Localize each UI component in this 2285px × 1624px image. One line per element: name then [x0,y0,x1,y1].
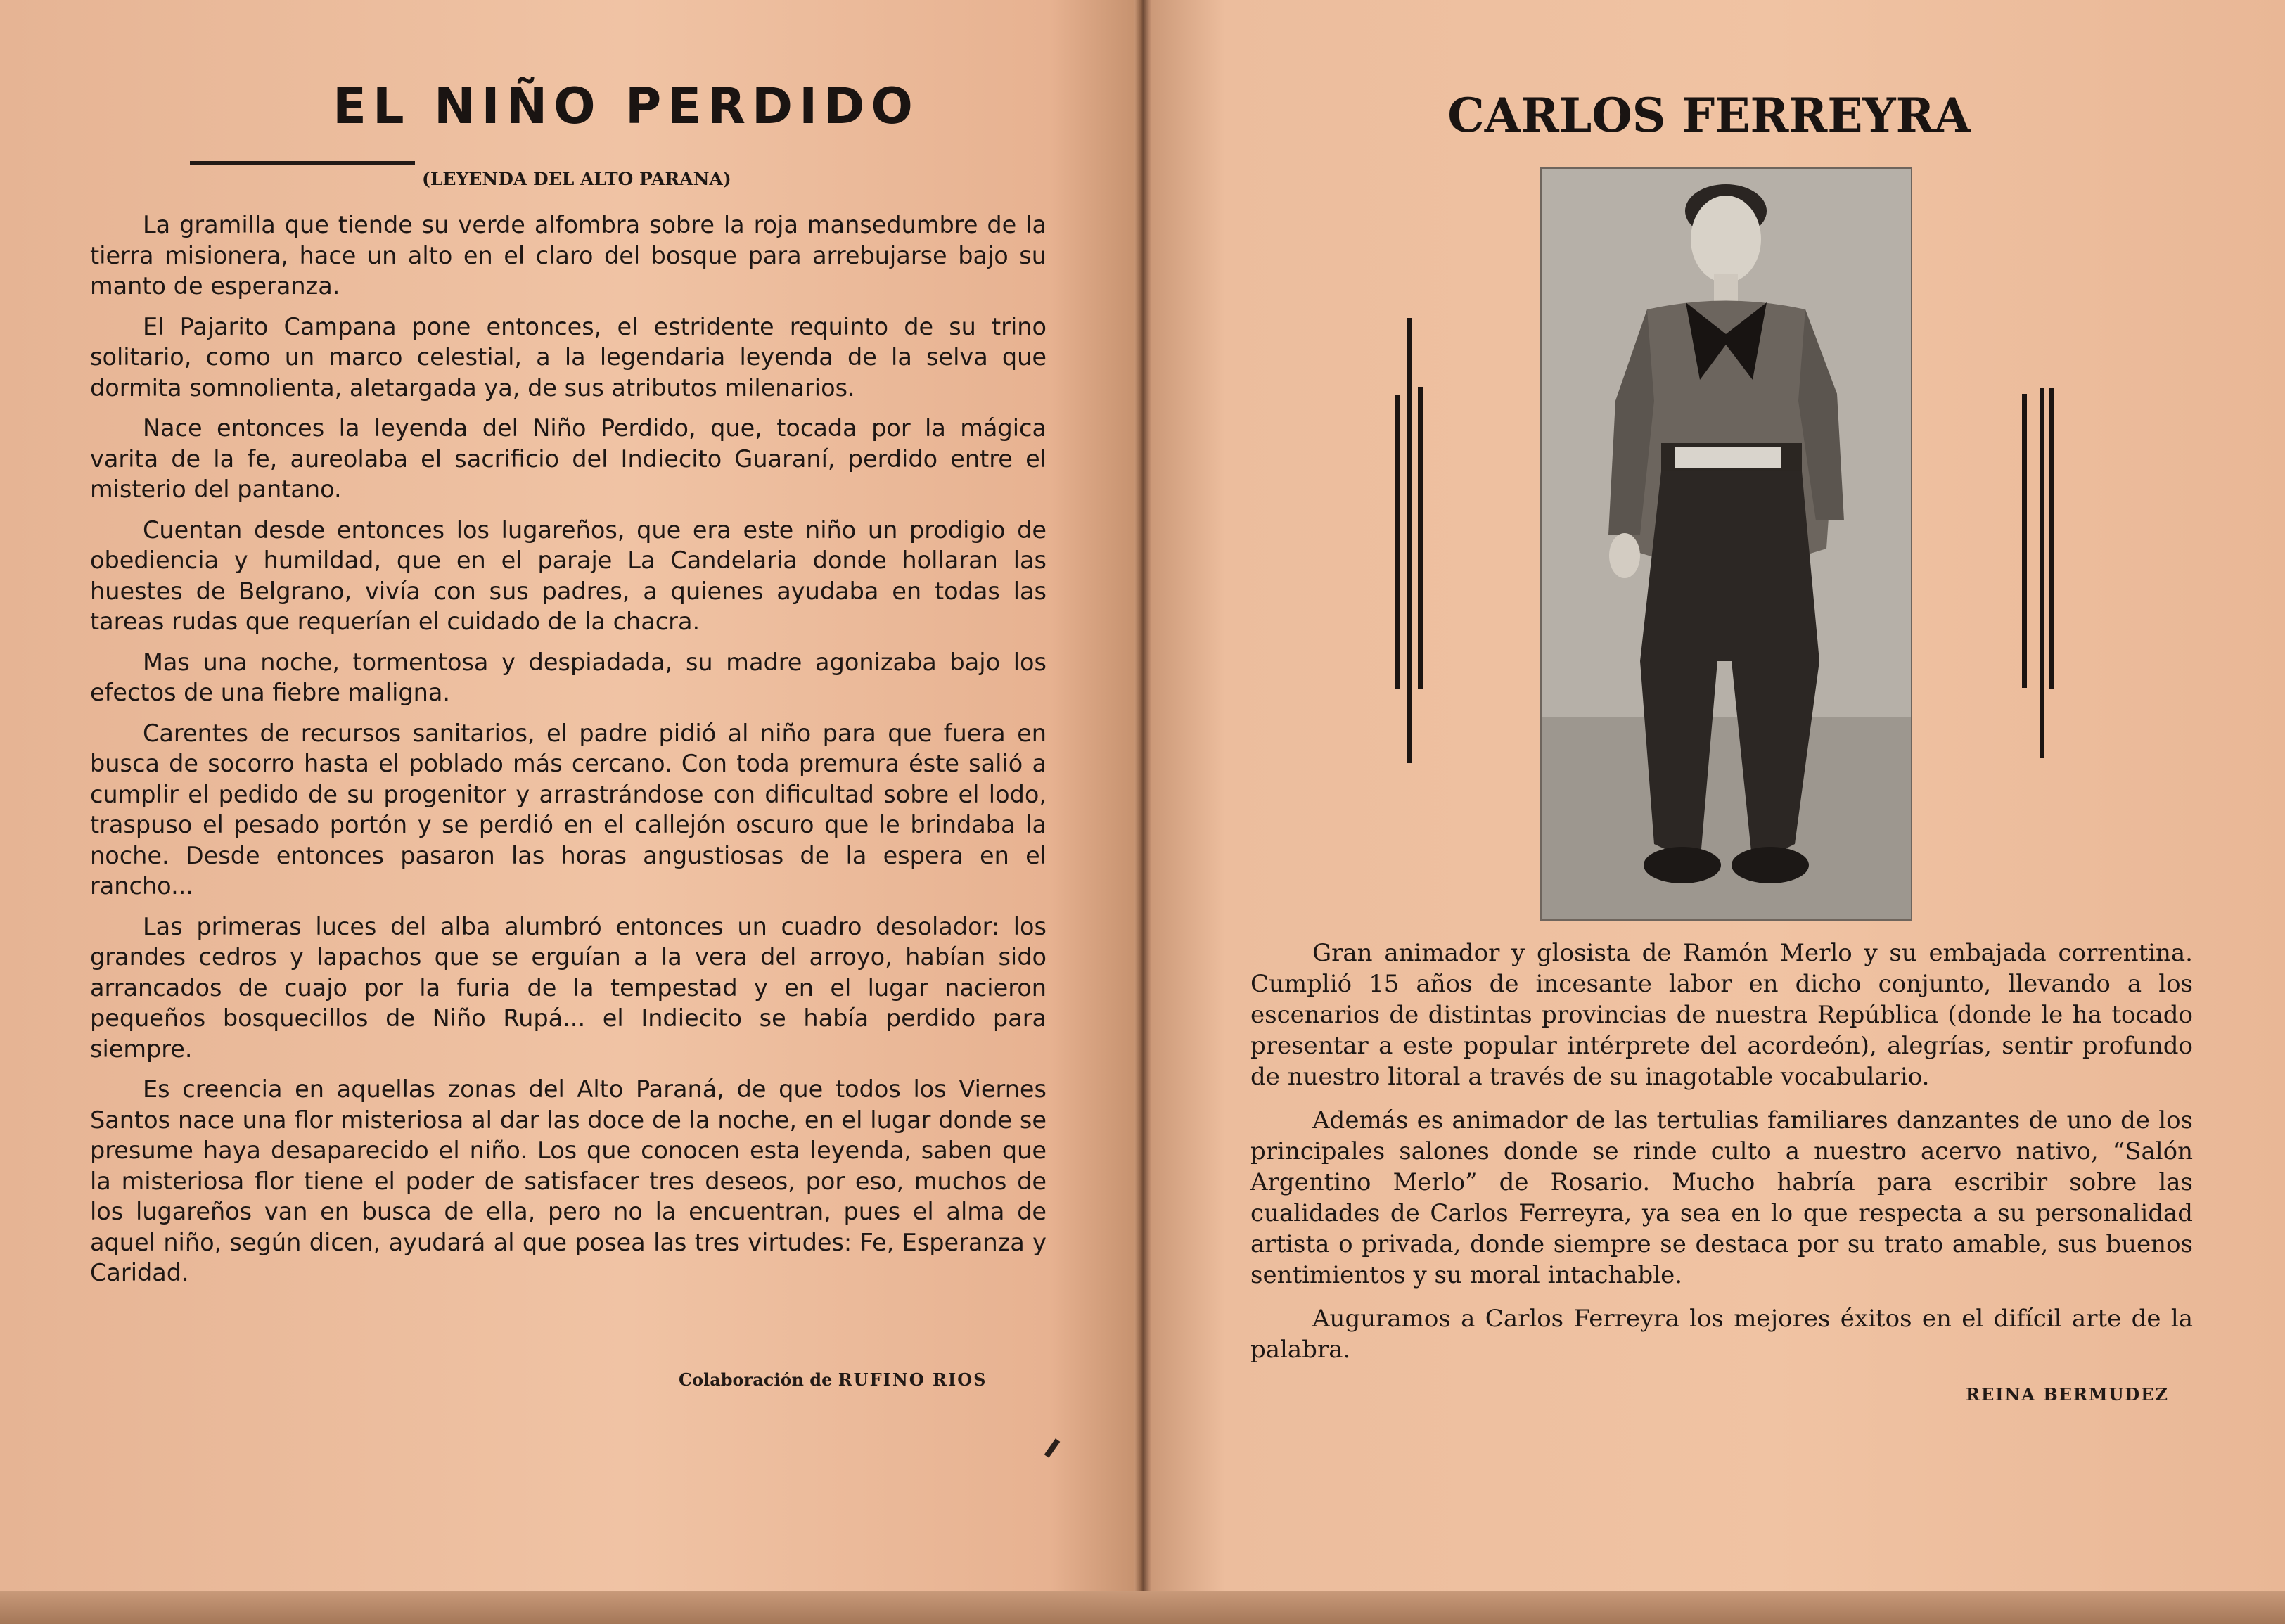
decorative-line-left-short-1 [1395,395,1400,689]
decorative-line-right-short-2 [2049,388,2054,689]
paragraph: Nace entonces la leyenda del Niño Perdido, que, tocada por la mágica varita de la fe, aureolaba el sacrificio del Indiecito Guaraní, perdido entre el misterio del pantano. [90,414,1047,503]
author-signature: REINA BERMUDEZ [1966,1384,2170,1405]
decorative-line-left-long [1407,318,1412,763]
paragraph: Mas una noche, tormentosa y despiadada, su madre agonizaba bajo los efectos de una fiebre maligna. [90,648,1047,706]
contributor-credit [679,1369,987,1390]
legend-text [90,210,1047,1298]
profile-text [1250,938,2193,1378]
paragraph: Las primeras luces del alba alumbró entonces un cuadro desolador: los grandes cedros y lapachos que se erguían a la vera del arroyo, habían sido arrancados de cuajo por la furia de la tempestad y en el lugar nacieron pequeños bosquecillos de Niño Rupá... el Indiecito se había perdido para siempre. [90,912,1047,1063]
left-page-title: EL NIÑO PERDIDO [333,77,919,135]
book-gutter [1134,0,1151,1624]
paragraph: Auguramos a Carlos Ferreyra los mejores éxitos en el difícil arte de la palabra. [1250,1305,2193,1364]
left-page-subtitle: (LEYENDA DEL ALTO PARANA) [422,169,731,189]
page-bottom-edge [0,1591,2285,1624]
decorative-line-left-short-2 [1418,387,1423,689]
right-page-title: CARLOS FERREYRA [1447,88,1971,143]
paragraph: Además es animador de las tertulias familiares danzantes de uno de los principales salones donde se rinde culto a nuestro acervo nativo, “Salón Argentino Merlo” de Rosario. Mucho habría para escribir sobre las cualidades de Carlos Ferreyra, ya sea en lo que respecta a su personalidad artista o privada, donde siempre se destaca por su trato amable, sus buenos sentimientos y su moral intachable. [1250,1106,2193,1289]
credit-prefix: Colaboración de [679,1369,833,1390]
portrait-photo [1540,167,1912,921]
credit-name: RUFINO RIOS [838,1369,987,1390]
paragraph: Cuentan desde entonces los lugareños, que era este niño un prodigio de obediencia y humildad, que en el paraje La Candelaria donde hollaran las huestes de Belgrano, vivía con sus padres, a quienes ayudaba en todas las tareas rudas que requerían el cuidado de la chacra. [90,516,1047,635]
paragraph: La gramilla que tiende su verde alfombra sobre la roja mansedumbre de la tierra misionera, hace un alto en el claro del bosque para arrebujarse bajo su manto de esperanza. [90,211,1047,300]
paragraph: Carentes de recursos sanitarios, el padre pidió al niño para que fuera en busca de socorro hasta el poblado más cercano. Con toda premura éste salió a cumplir el pedido de su progenitor y arrastrándose con dificultad sobre el lodo, traspuso el pesado portón y se perdió en el callejón oscuro que le brindaba la noche. Desde entonces pasaron las horas angustiosas de la espera en el rancho... [90,719,1047,900]
paragraph: El Pajarito Campana pone entonces, el estridente requinto de su trino solitario, como un marco celestial, a la legendaria leyenda de la selva que dormita somnolienta, aletargada ya, de sus atributos milenarios. [90,312,1047,402]
paragraph: Gran animador y glosista de Ramón Merlo y su embajada correntina. Cumplió 15 años de incesante labor en dicho conjunto, llevando a los escenarios de distintas provincias de nuestra República (donde le ha tocado presentar a este popular intérprete del acordeón), alegrías, sentir profundo de nuestro litoral a través de su inagotable vocabulario. [1250,939,2193,1091]
title-rule [190,161,415,165]
decorative-line-right-short-1 [2022,394,2027,688]
portrait-figure-icon [1542,169,1911,919]
decorative-line-right-long [2040,388,2044,758]
paragraph: Es creencia en aquellas zonas del Alto Paraná, de que todos los Viernes Santos nace una flor misteriosa al dar las doce de la noche, en el lugar donde se presume haya desaparecido el niño. Los que conocen esta leyenda, saben que la misteriosa flor tiene el poder de satisfacer tres deseos, por eso, muchos de los lugareños van en busca de ella, pero no la encuentran, pues el alma de aquel niño, según dicen, ayudará al que posea las tres virtudes: Fe, Esperanza y Caridad. [90,1075,1047,1286]
